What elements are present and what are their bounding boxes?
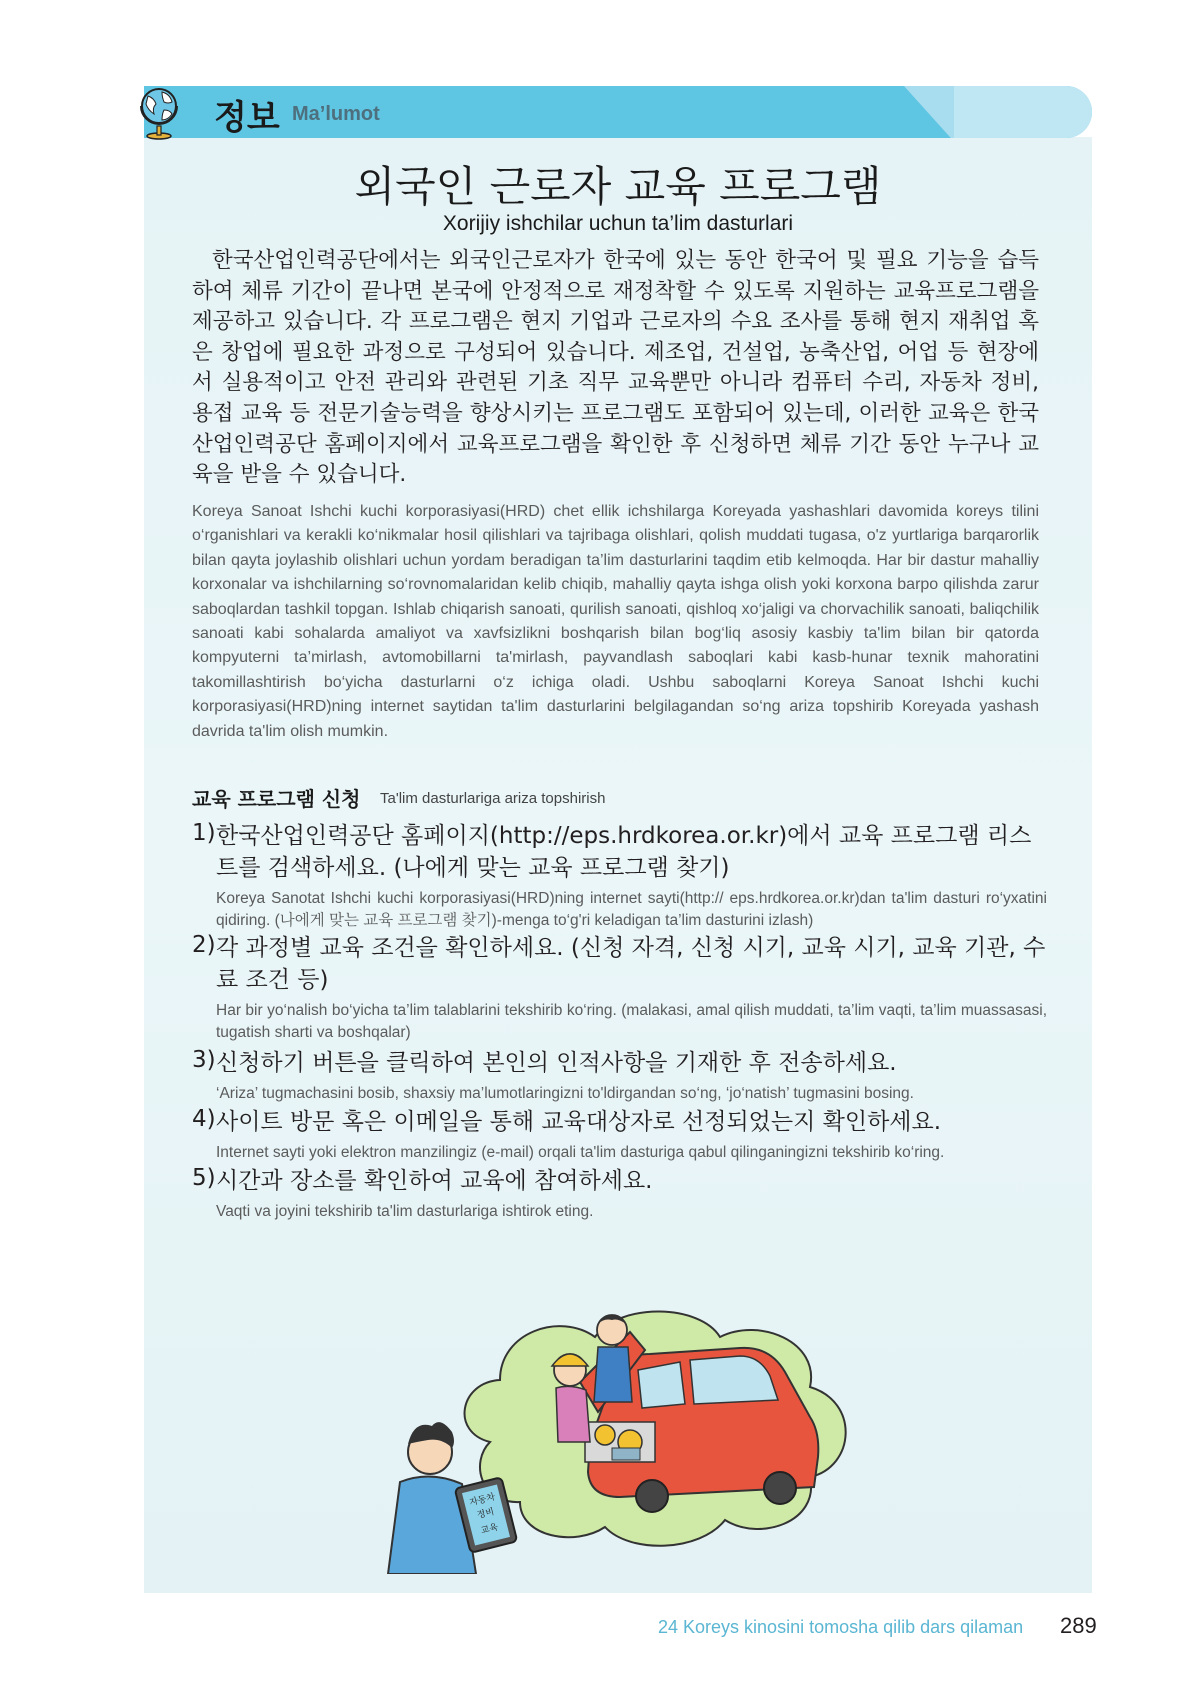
header-label-ko: 정보 xyxy=(214,98,280,138)
step-text-ko: 한국산업인력공단 홈페이지(http://eps.hrdkorea.or.kr)에서 교육 프로그램 리스트를 검색하세요. (나에게 맞는 교육 프로그램 찾기) xyxy=(216,823,1032,881)
page-number: 289 xyxy=(1060,1613,1097,1638)
step-text-ko: 사이트 방문 혹은 이메일을 통해 교육대상자로 선정되었는지 확인하세요. xyxy=(216,1109,942,1135)
header-bar xyxy=(144,86,1092,138)
step-text-ko: 시간과 장소를 확인하여 교육에 참여하세요. xyxy=(216,1168,653,1194)
step-number: 3) xyxy=(192,1047,216,1073)
tablet-text: 교육 xyxy=(479,1522,500,1537)
globe-icon xyxy=(136,84,182,140)
page-title: 외국인 근로자 교육 프로그램 xyxy=(354,162,882,211)
step-1 xyxy=(192,820,1047,932)
header-label-uz: Ma’lumot xyxy=(292,103,380,125)
step-2 xyxy=(192,932,1047,1044)
intro-paragraph-ko: 한국산업인력공단에서는 외국인근로자가 한국에 있는 동안 한국어 및 필요 기능을 습득하여 체류 기간이 끝나면 본국에 안정적으로 재정착할 수 있도록 지원하는 교육프로그램을 제공하고 있습니다. 각 프로그램은 현지 기업과 근로자의 수요 조사를 통해 현지 재취업 혹은 창업에 필요한 과정으로 구성되어 있습니다. 제조업, 건설업, 농축산업, 어업 등 현장에서 실용적이고 안전 관리와 관련된 기초 직무 교육뿐만 아니라 컴퓨터 수리, 자동차 정비, 용접 교육 등 전문기술능력을 향상시키는 프로그램도 포함되어 있는데, 이러한 교육은 한국산업인력공단 홈페이지에서 교육프로그램을 확인한 후 신청하면 체류 기간 동안 누구나 교육을 받을 수 있습니다. xyxy=(192,248,1039,488)
step-text-ko: 신청하기 버튼을 클릭하여 본인의 인적사항을 기재한 후 전송하세요. xyxy=(216,1050,897,1076)
step-text-uz: ‘Ariza’ tugmachasini bosib, shaxsiy ma’lumotlaringizni to'ldirgandan so‘ng, ‘jo‘natish’ tugmasini bosing. xyxy=(216,1085,914,1102)
step-number: 2) xyxy=(192,932,216,958)
car-repair-illustration xyxy=(380,1292,880,1574)
step-text-uz: Har bir yo‘nalish bo‘yicha ta’lim talablarini tekshirib ko‘ring. (malakasi, amal qilish muddati, ta’lim vaqti, ta’lim muassasasi, tugatish sharti va boshqalar) xyxy=(216,1002,1047,1041)
step-number: 5) xyxy=(192,1165,216,1191)
step-number: 1) xyxy=(192,820,216,846)
step-text-uz: Koreya Sanotat Ishchi kuchi korporasiyasi(HRD)ning internet sayti(http:// eps.hrdkorea.or.kr)dan ta'lim dasturi ro‘yxatini qidiring. (나에게 맞는 교육 프로그램 찾기)-menga to‘g'ri keladigan ta’lim dasturini izlash) xyxy=(216,890,1047,929)
step-text-ko: 각 과정별 교육 조건을 확인하세요. (신청 자격, 신청 시기, 교육 시기, 교육 기관, 수료 조건 등) xyxy=(216,935,1046,993)
tablet-text: 자동차 xyxy=(468,1492,497,1509)
step-number: 4) xyxy=(192,1106,216,1132)
section-subtitle: Ta'lim dasturlariga ariza topshirish xyxy=(380,790,606,807)
step-3 xyxy=(192,1047,1047,1105)
step-text-uz: Vaqti va joyini tekshirib ta'lim dasturlariga ishtirok eting. xyxy=(216,1203,594,1220)
tablet-text: 정비 xyxy=(476,1507,496,1521)
section-title: 교육 프로그램 신청 xyxy=(192,787,361,811)
page-subtitle: Xorijiy ishchilar uchun ta’lim dasturlari xyxy=(442,212,794,235)
chapter-title: 24 Koreys kinosini tomosha qilib dars qilaman xyxy=(658,1617,1024,1637)
step-5 xyxy=(192,1165,1047,1223)
intro-paragraph-uz: Koreya Sanoat Ishchi kuchi korporasiyasi(HRD) chet ellik ichshilarga Koreyada yashashlari davomida koreys tilini o‘rganishlari va kerakli ko‘nikmalar hosil qilishlari va tajribaga olishlari, qolish muddati tugasa, o'z yurtlariga barqarorlik bilan qayta joylashib olishlari uchun yordam beradigan ta’lim dasturlarini taqdim etib kelmoqda. Har bir dastur mahalliy korxonalar va ishchilarning so‘rovnomalaridan kelib chiqib, mahalliy qayta ishga olish yoki korxona barpo qilishda zarur saboqlardan tashkil topgan. Ishlab chiqarish sanoati, qurilish sanoati, qishloq xo‘jaligi va chorvachilik sanoati, baliqchilik sanoati kabi sohalarda amaliyot va xavfsizlikni boshqarish bilan bog‘liq asosiy kasbiy ta'lim bilan bir qatorda kompyuterni ta’mirlash, avtomobillarni ta'mirlash, payvandlash saboqlari kabi kasb-hunar texnik mahoratini takomillashtirish bo‘yicha dasturlarni o‘z ichiga oladi. Ushbu saboqlarni Koreya Sanoat Ishchi kuchi korporasiyasi(HRD)ning internet saytidan ta'lim dasturlarini belgilagandan so‘ng ariza topshirib Koreyada yashash davrida ta'lim olish mumkin. xyxy=(192,503,1039,740)
step-4 xyxy=(192,1106,1047,1164)
step-text-uz: Internet sayti yoki elektron manzilingiz (e-mail) orqali ta'lim dasturiga qabul qilinganingizni tekshirib ko‘ring. xyxy=(216,1144,945,1161)
